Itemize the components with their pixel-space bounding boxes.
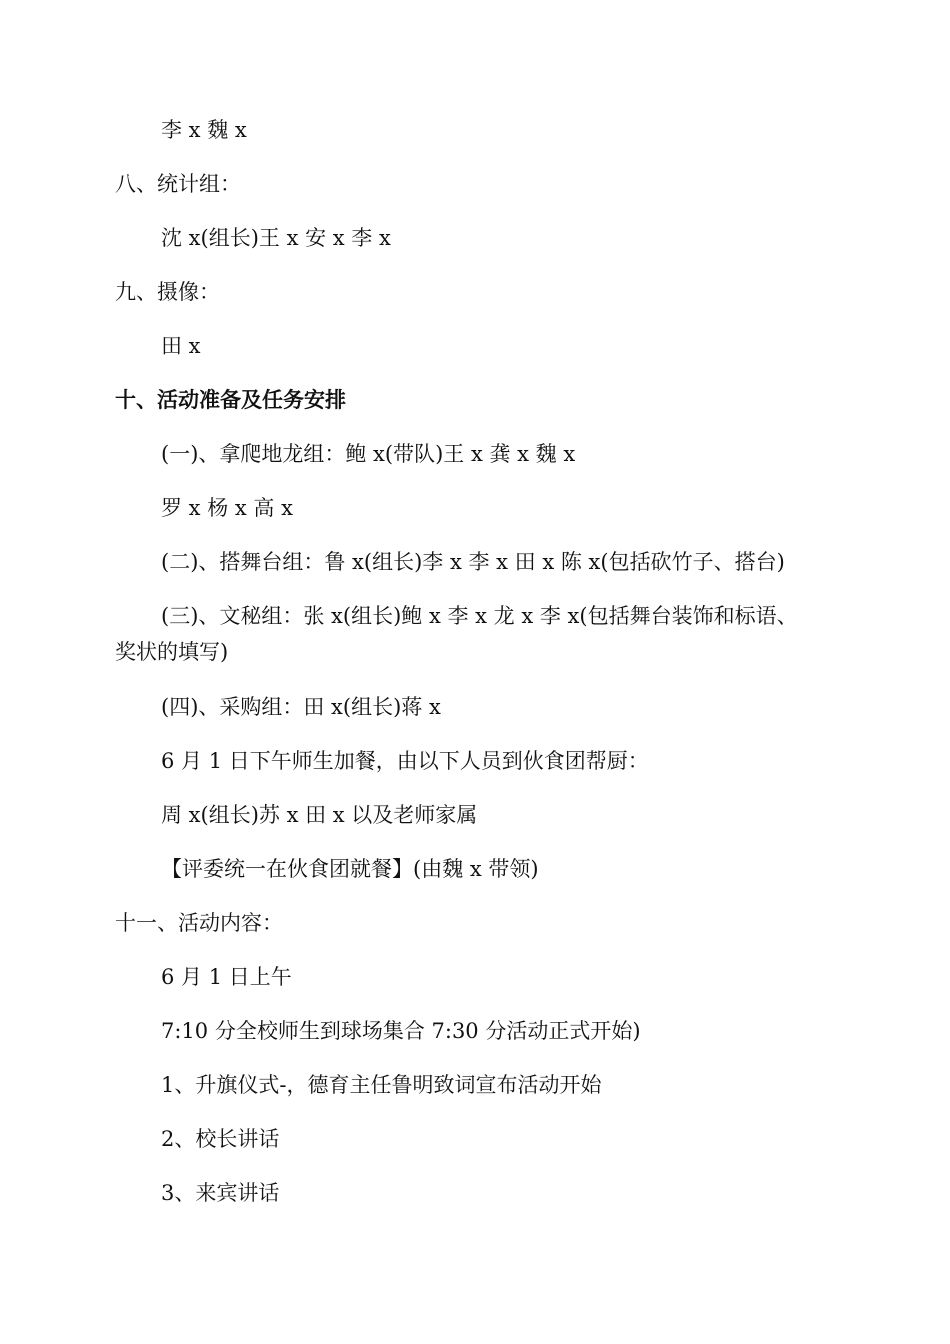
section-heading: 十、活动准备及任务安排: [115, 388, 346, 412]
section-heading: 八、统计组：: [115, 172, 241, 196]
text-line: 罗 x 杨 x 高 x: [161, 496, 293, 520]
text-line: 1、升旗仪式-，德育主任鲁明致词宣布活动开始: [161, 1073, 602, 1097]
text-line: 3、来宾讲话: [161, 1181, 280, 1205]
text-line: 李 x 魏 x: [161, 118, 247, 142]
section-heading: 九、摄像：: [115, 280, 220, 304]
text-line: (三)、文秘组：张 x(组长)鲍 x 李 x 龙 x 李 x(包括舞台装饰和标语、: [161, 604, 798, 628]
text-line: 周 x(组长)苏 x 田 x 以及老师家属: [161, 803, 478, 827]
text-line: (四)、采购组：田 x(组长)蒋 x: [161, 695, 441, 719]
text-line: 沈 x(组长)王 x 安 x 李 x: [161, 226, 391, 250]
text-line: 【评委统一在伙食团就餐】(由魏 x 带领): [161, 857, 539, 881]
text-line: (一)、拿爬地龙组：鲍 x(带队)王 x 龚 x 魏 x: [161, 442, 576, 466]
text-line: 7:10 分全校师生到球场集合 7:30 分活动正式开始): [161, 1019, 641, 1043]
text-line: 6 月 1 日上午: [161, 965, 292, 989]
text-line: 田 x: [161, 334, 201, 358]
text-line: 2、校长讲话: [161, 1127, 280, 1151]
section-heading: 十一、活动内容：: [115, 911, 283, 935]
text-line: 奖状的填写): [115, 640, 229, 664]
text-line: 6 月 1 日下午师生加餐，由以下人员到伙食团帮厨：: [161, 749, 649, 773]
text-line: (二)、搭舞台组：鲁 x(组长)李 x 李 x 田 x 陈 x(包括砍竹子、搭台): [161, 550, 785, 574]
